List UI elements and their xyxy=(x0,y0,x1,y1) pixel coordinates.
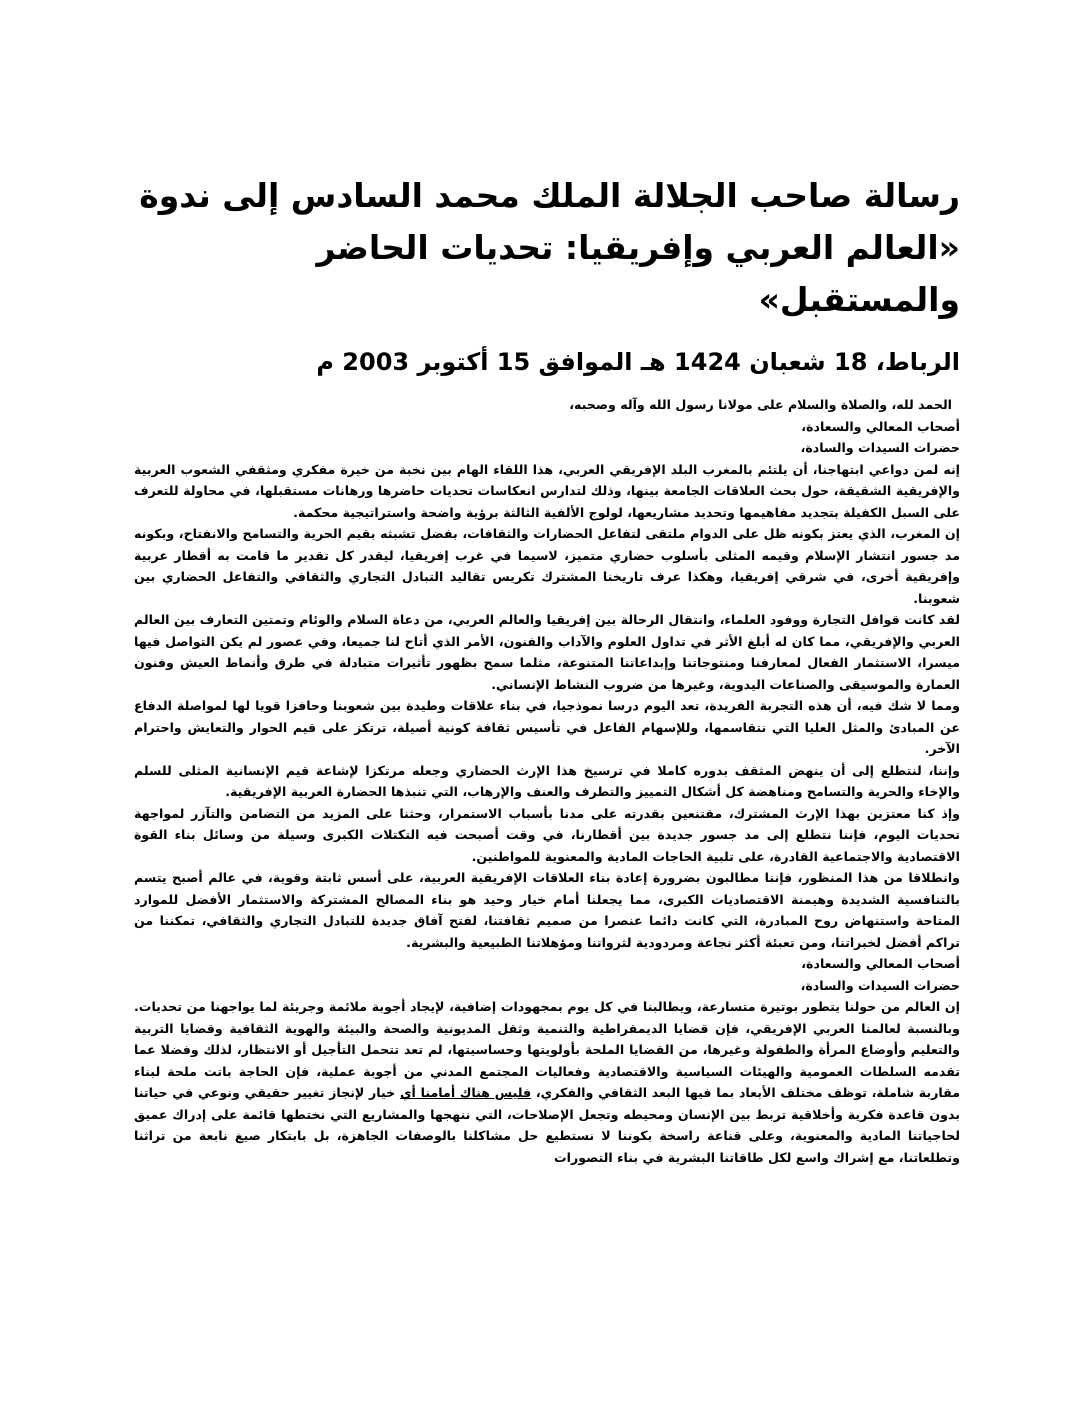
paragraph-8-underlined: فليس هناك أمامنا أي xyxy=(400,1085,532,1100)
salutation-ladies-gentlemen-2: حضرات السيدات والسادة، xyxy=(800,977,960,993)
paragraph-3: لقد كانت قوافل التجارة ووفود العلماء، وانتقال الرحالة بين إفريقيا والعالم العربي، من دعاة السلام والوئام وتمتين التعارف بين العالم العربي والإفريقي، مما كان له أبلغ الأثر في تداول العلوم والآداب والفنون، الأمر الذي أتاح لنا جميعا، وفي عصور لم يكن التواصل فيها ميسرا، الاستثمار الفعال لمعارفنا ومنتوجاتنا وإبداعاتنا المتنوعة، مثلما سمح بظهور تأثيرات متبادلة في طرق وأنماط العيش وفنون العمارة والموسيقى والصناعات اليدوية، وغيرها من ضروب النشاط الإنساني. xyxy=(134,612,960,692)
salutation-ladies-gentlemen: حضرات السيدات والسادة، xyxy=(800,440,960,455)
title-line-1: رسالة صاحب الجلالة الملك محمد السادس إلى ندوة xyxy=(139,176,960,215)
opening-line: الحمد لله، والصلاة والسلام على مولانا رسول الله وآله وصحبه، xyxy=(569,397,952,412)
title-line-2: «العالم العربي وإفريقيا: تحديات الحاضر والمستقبل» xyxy=(316,228,960,319)
paragraph-4: ومما لا شك فيه، أن هذه التجربة الفريدة، تعد اليوم درسا نموذجيا، في بناء علاقات وطيدة بين شعوبنا وحافزا قويا لها لمواصلة الدفاع عن المبادئ والمثل العليا التي نتقاسمها، وللإسهام الفاعل في تأسيس ثقافة كونية أصيلة، ترتكز على قيم الحوار والتعايش واحترام الآخر. xyxy=(134,698,960,756)
paragraph-1: إنه لمن دواعي ابتهاجنا، أن يلتئم بالمغرب البلد الإفريقي العربي، هذا اللقاء الهام بين نخبة من خيرة مفكري ومثقفي الشعوب العربية والإفريقية الشقيقة، حول بحث العلاقات الجامعة بينها، وذلك لتدارس انعكاسات تحديات حاضرها ورهانات مستقبلها، في محاولة للتعرف على السبل الكفيلة بتجديد مفاهيمها وتحديد مشاريعها، لولوج الألفية الثالثة برؤية واضحة واستراتيجية محكمة. xyxy=(134,461,960,520)
paragraph-8-continuation: خيار لإنجاز تغيير حقيقي ونوعي في حياتنا بدون قاعدة فكرية وأخلاقية تربط بين الإنسان ومحيطه وتجعل الإصلاحات، التي ننهجها والمشاريع التي نختطها قائمة على إدراك عميق لحاجياتنا المادية والمعنوية، وعلى قناعة راسخة بكوننا لا نستطيع حل مشاكلنا بالوصفات الجاهزة، بل بابتكار صيغ نابعة من تراثنا وتطلعاتنا، مع إشراك واسع لكل طاقاتنا البشرية في بناء التصورات xyxy=(134,1085,960,1165)
paragraph-7: وانطلاقا من هذا المنظور، فإننا مطالبون بضرورة إعادة بناء العلاقات الإفريقية العربية، على أسس ثابتة وقوية، في عالم أصبح يتسم بالتنافسية الشديدة وهيمنة الاقتصاديات الكبرى، مما يجعلنا أمام خيار وحيد هو بناء المصالح المشتركة والاستثمار الأفضل للموارد المتاحة واستنهاض روح المبادرة، التي كانت دائما عنصرا من صميم ثقافتنا، لفتح آفاق جديدة للتبادل التجاري والثقافي، تمكننا من تراكم أفضل لخبراتنا، ومن تعبئة أكثر نجاعة ومردودية لثرواتنا ومؤهلاتنا الطبيعية والبشرية. xyxy=(134,870,960,950)
paragraph-6: وإذ كنا معتزين بهذا الإرث المشترك، مقتنعين بقدرته على مدنا بأسباب الاستمرار، وحثنا على المزيد من التضامن والتآزر لمواجهة تحديات اليوم، فإننا نتطلع إلى مد جسور جديدة بين أقطارنا، في وقت أصبحت فيه التكتلات الكبرى وسيلة من وسائل بناء القوة الاقتصادية والاجتماعية القادرة، على تلبية الحاجات المادية والمعنوية للمواطنين. xyxy=(134,805,960,864)
salutation-excellencies: أصحاب المعالي والسعادة، xyxy=(801,418,960,434)
paragraph-2: إن المغرب، الذي يعتز بكونه ظل على الدوام ملتقى لتفاعل الحضارات والثقافات، بفضل تشبثه بقيم الحرية والتسامح والانفتاح، وبكونه مد جسور انتشار الإسلام وقيمه المثلى بأسلوب حضاري متميز، لاسيما في غرب إفريقيا، ليقدر كل تقدير ما قامت به أقطار عربية وإفريقية أخرى، في شرقي إفريقيا، وهكذا عرف تاريخنا المشترك تكريس تقاليد التبادل التجاري والثقافي والتفاعل الحضاري بين شعوبنا. xyxy=(134,526,960,606)
document-body xyxy=(134,394,960,1168)
paragraph-8-text: إن العالم من حولنا يتطور بوتيرة متسارعة، ويطالبنا في كل يوم بمجهودات إضافية، لإيجاد أجوبة ملائمة وجريئة لما يواجهنا من تحديات. وبالنسبة لعالمنا العربي الإفريقي، فإن قضايا الديمقراطية والتنمية وثقل المديونية والصحة والبيئة والهوية الثقافية وقضايا التربية والتعليم وأوضاع المرأة والطفولة وغيرها، من القضايا الملحة بأولويتها وحساسيتها، لم تعد تتحمل التأجيل أو الانتظار، لذلك وفضلا عما تقدمه السلطات العمومية والهيئات السياسية والاقتصادية وفعاليات المجتمع المدني من أجوبة عملية، فإن الحاجة باتت ملحة لبناء مقاربة شاملة، توظف مختلف الأبعاد بما فيها البعد الثقافي والفكري، xyxy=(134,999,960,1100)
paragraph-8 xyxy=(134,996,960,1168)
salutation-excellencies-2: أصحاب المعالي والسعادة، xyxy=(801,956,960,971)
document-page xyxy=(134,170,960,1168)
dateline: الرباط، 18 شعبان 1424 هـ الموافق 15 أكتوبر 2003 م xyxy=(316,348,960,376)
paragraph-5: وإننا، لنتطلع إلى أن ينهض المثقف بدوره كاملا في ترسيخ هذا الإرث الحضاري وجعله مرتكزا لإشاعة قيم الإنسانية المثلى للسلم والإخاء والحرية والتسامح ومناهضة كل أشكال التمييز والتطرف والعنف والإرهاب، التي تنبذها الحضارة العربية الإفريقية. xyxy=(134,762,960,799)
document-title xyxy=(134,170,960,326)
